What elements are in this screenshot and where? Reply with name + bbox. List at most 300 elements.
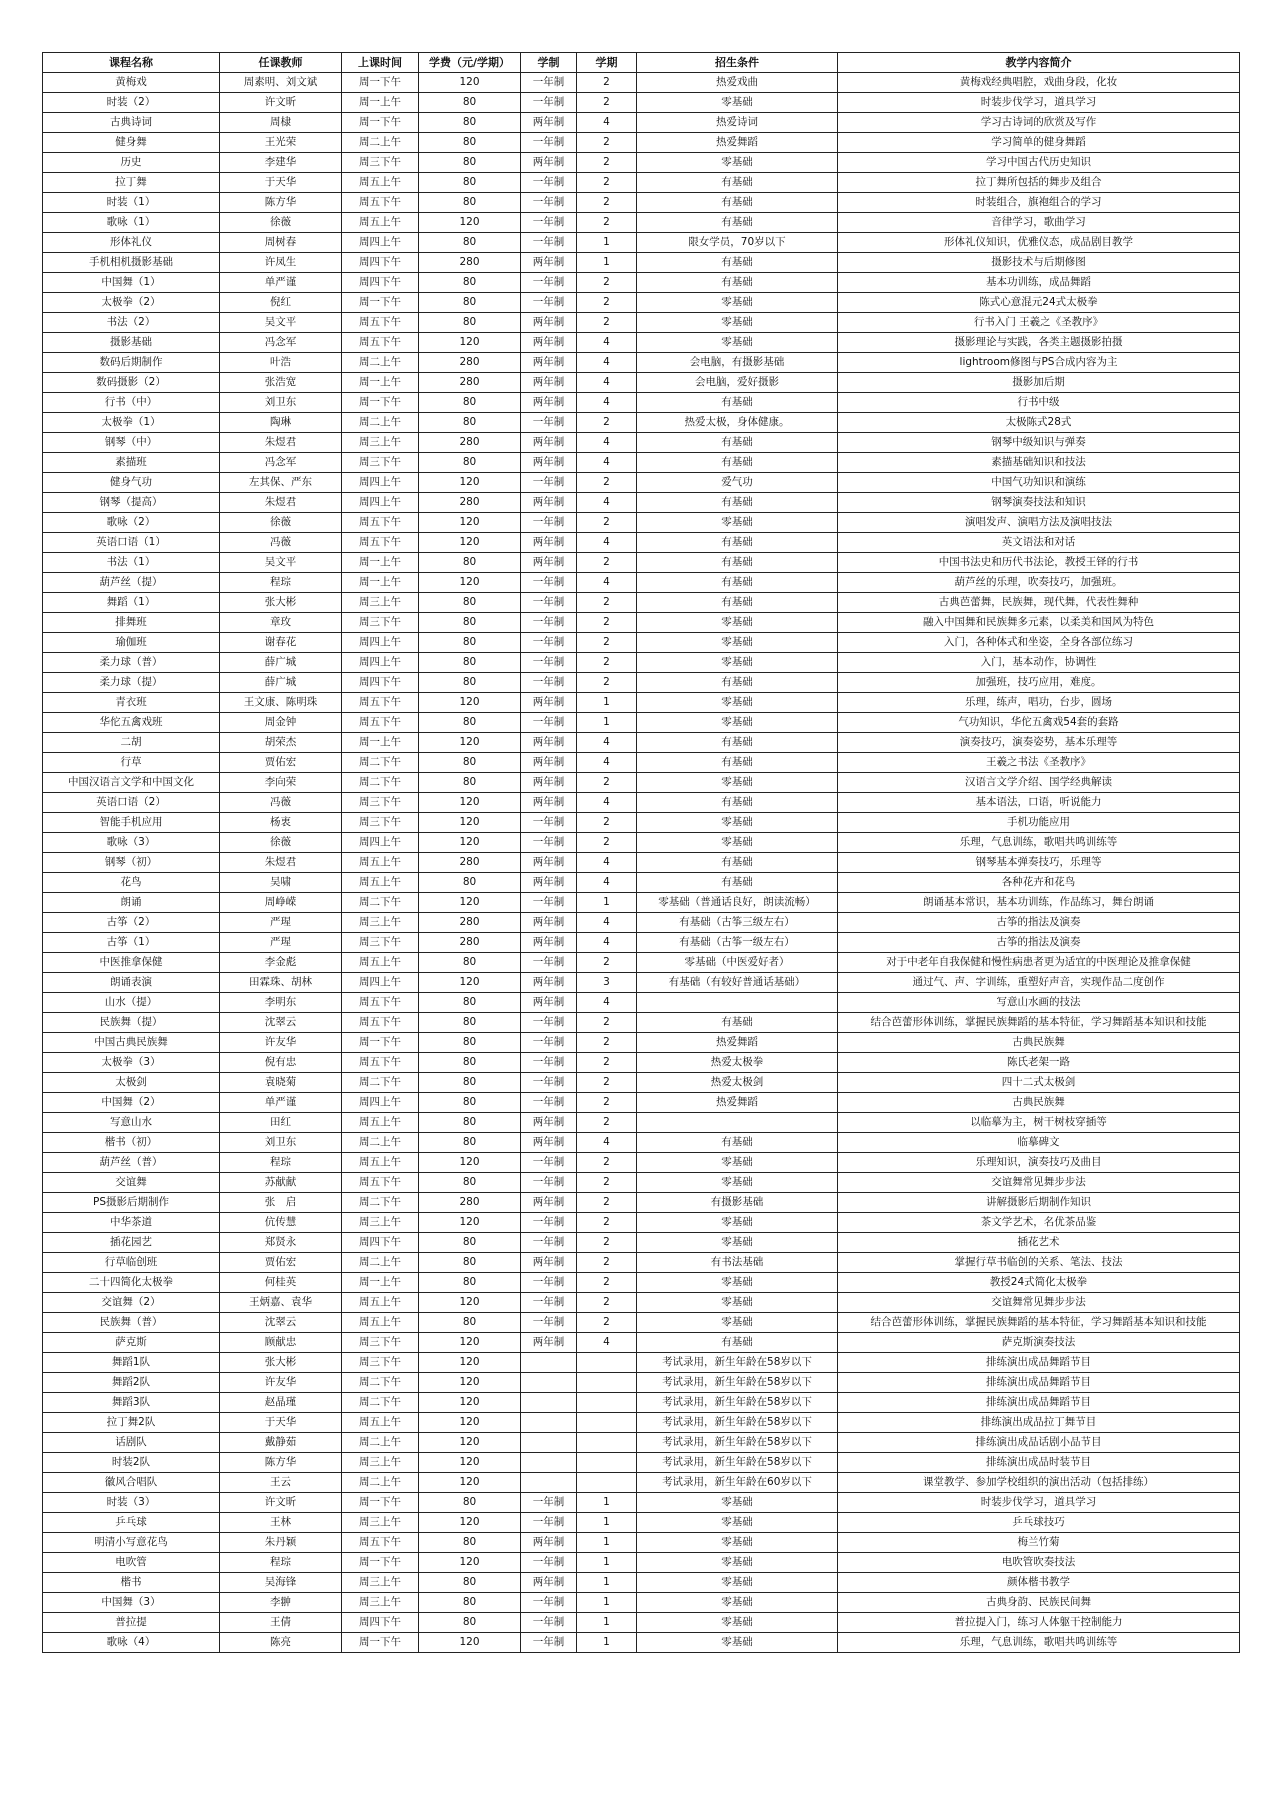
cell-tuition: 120 — [419, 1153, 521, 1173]
cell-semesters: 2 — [577, 293, 637, 313]
header-duration: 学制 — [521, 53, 577, 73]
cell-semesters: 2 — [577, 153, 637, 173]
cell-teacher: 王倩 — [220, 1613, 342, 1633]
cell-tuition: 280 — [419, 433, 521, 453]
table-row — [43, 1493, 1240, 1513]
table-row — [43, 613, 1240, 633]
cell-duration: 两年制 — [521, 853, 577, 873]
cell-teacher: 伉传慧 — [220, 1213, 342, 1233]
cell-requirements: 有基础 — [637, 193, 838, 213]
cell-description: 学习简单的健身舞蹈 — [838, 133, 1240, 153]
cell-description: 朗诵基本常识，基本功训练，作品练习，舞台朗诵 — [838, 893, 1240, 913]
cell-course-name: 歌咏（3） — [43, 833, 220, 853]
cell-tuition: 80 — [419, 1233, 521, 1253]
cell-teacher: 张大彬 — [220, 1353, 342, 1373]
cell-description: 行书入门 王羲之《圣教序》 — [838, 313, 1240, 333]
cell-requirements: 热爱诗词 — [637, 113, 838, 133]
cell-class-time: 周一下午 — [342, 293, 419, 313]
cell-duration: 两年制 — [521, 353, 577, 373]
cell-teacher: 徐薇 — [220, 213, 342, 233]
table-row — [43, 553, 1240, 573]
table-row — [43, 353, 1240, 373]
table-row — [43, 333, 1240, 353]
cell-semesters: 1 — [577, 1573, 637, 1593]
cell-requirements: 有基础 — [637, 793, 838, 813]
cell-tuition: 120 — [419, 473, 521, 493]
cell-duration: 一年制 — [521, 293, 577, 313]
cell-semesters: 2 — [577, 273, 637, 293]
cell-description: 学习古诗词的欣赏及写作 — [838, 113, 1240, 133]
cell-teacher: 吴海锋 — [220, 1573, 342, 1593]
cell-semesters: 2 — [577, 773, 637, 793]
table-row — [43, 1033, 1240, 1053]
cell-class-time: 周一下午 — [342, 73, 419, 93]
cell-requirements: 有基础 — [637, 533, 838, 553]
cell-semesters: 2 — [577, 613, 637, 633]
cell-class-time: 周五下午 — [342, 513, 419, 533]
cell-teacher: 张大彬 — [220, 593, 342, 613]
cell-course-name: 插花园艺 — [43, 1233, 220, 1253]
cell-class-time: 周三上午 — [342, 433, 419, 453]
cell-course-name: 朗诵 — [43, 893, 220, 913]
cell-requirements: 有基础 — [637, 873, 838, 893]
cell-description: 演奏技巧，演奏姿势，基本乐理等 — [838, 733, 1240, 753]
cell-requirements: 热爱太极剑 — [637, 1073, 838, 1093]
table-row — [43, 973, 1240, 993]
cell-course-name: 普拉提 — [43, 1613, 220, 1633]
cell-requirements: 限女学员，70岁以下 — [637, 233, 838, 253]
table-row — [43, 193, 1240, 213]
table-row — [43, 653, 1240, 673]
cell-duration: 两年制 — [521, 373, 577, 393]
cell-requirements: 有基础 — [637, 553, 838, 573]
cell-semesters — [577, 1413, 637, 1433]
cell-semesters: 4 — [577, 453, 637, 473]
cell-duration: 两年制 — [521, 933, 577, 953]
cell-class-time: 周五下午 — [342, 193, 419, 213]
cell-description: 乐理，气息训练，歌唱共鸣训练等 — [838, 833, 1240, 853]
cell-tuition: 80 — [419, 953, 521, 973]
cell-requirements: 爱气功 — [637, 473, 838, 493]
cell-course-name: 民族舞（提） — [43, 1013, 220, 1033]
cell-class-time: 周五上午 — [342, 953, 419, 973]
cell-class-time: 周二下午 — [342, 753, 419, 773]
cell-class-time: 周五上午 — [342, 853, 419, 873]
cell-course-name: 太极拳（2） — [43, 293, 220, 313]
cell-semesters: 2 — [577, 213, 637, 233]
cell-duration: 两年制 — [521, 873, 577, 893]
cell-requirements: 有摄影基础 — [637, 1193, 838, 1213]
cell-course-name: 中医推拿保健 — [43, 953, 220, 973]
cell-course-name: 中华茶道 — [43, 1213, 220, 1233]
cell-teacher: 严瑆 — [220, 913, 342, 933]
cell-semesters: 2 — [577, 953, 637, 973]
cell-semesters: 2 — [577, 593, 637, 613]
cell-tuition: 120 — [419, 513, 521, 533]
cell-class-time: 周五上午 — [342, 1153, 419, 1173]
cell-description: 黄梅戏经典唱腔，戏曲身段，化妆 — [838, 73, 1240, 93]
cell-teacher: 朱煜君 — [220, 853, 342, 873]
cell-class-time: 周二下午 — [342, 1193, 419, 1213]
cell-semesters: 1 — [577, 233, 637, 253]
cell-teacher: 田霖珠、胡林 — [220, 973, 342, 993]
cell-requirements: 零基础 — [637, 1533, 838, 1553]
cell-requirements: 零基础 — [637, 1633, 838, 1653]
cell-semesters: 4 — [577, 493, 637, 513]
cell-tuition: 120 — [419, 973, 521, 993]
cell-class-time: 周三下午 — [342, 1333, 419, 1353]
cell-description: 陈氏老架一路 — [838, 1053, 1240, 1073]
cell-semesters: 2 — [577, 1073, 637, 1093]
cell-description: 乒乓球技巧 — [838, 1513, 1240, 1533]
cell-description: 学习中国古代历史知识 — [838, 153, 1240, 173]
table-row — [43, 73, 1240, 93]
cell-requirements: 有基础 — [637, 213, 838, 233]
cell-teacher: 单严谨 — [220, 273, 342, 293]
cell-class-time: 周三上午 — [342, 1213, 419, 1233]
cell-tuition: 120 — [419, 1453, 521, 1473]
cell-teacher: 刘卫东 — [220, 1133, 342, 1153]
cell-teacher: 许凤生 — [220, 253, 342, 273]
table-row — [43, 153, 1240, 173]
cell-duration — [521, 1413, 577, 1433]
table-row — [43, 1133, 1240, 1153]
table-row — [43, 513, 1240, 533]
cell-teacher: 倪红 — [220, 293, 342, 313]
cell-class-time: 周四上午 — [342, 833, 419, 853]
cell-duration: 一年制 — [521, 193, 577, 213]
cell-description: 入门，各种体式和坐姿，全身各部位练习 — [838, 633, 1240, 653]
cell-description: 加强班，技巧应用，难度。 — [838, 673, 1240, 693]
cell-duration: 一年制 — [521, 653, 577, 673]
cell-tuition: 120 — [419, 893, 521, 913]
cell-course-name: 楷书（初） — [43, 1133, 220, 1153]
cell-description: 古筝的指法及演奏 — [838, 933, 1240, 953]
cell-semesters: 3 — [577, 973, 637, 993]
cell-description: 摄影加后期 — [838, 373, 1240, 393]
cell-duration: 两年制 — [521, 453, 577, 473]
cell-duration: 一年制 — [521, 953, 577, 973]
table-row — [43, 313, 1240, 333]
cell-course-name: 乒乓球 — [43, 1513, 220, 1533]
cell-class-time: 周五上午 — [342, 213, 419, 233]
table-row — [43, 993, 1240, 1013]
cell-course-name: 手机相机摄影基础 — [43, 253, 220, 273]
cell-description: 排练演出成品拉丁舞节目 — [838, 1413, 1240, 1433]
cell-class-time: 周四上午 — [342, 653, 419, 673]
cell-course-name: 柔力球（提） — [43, 673, 220, 693]
cell-tuition: 280 — [419, 853, 521, 873]
cell-tuition: 80 — [419, 453, 521, 473]
cell-semesters — [577, 1453, 637, 1473]
cell-requirements: 零基础 — [637, 293, 838, 313]
cell-duration: 一年制 — [521, 1233, 577, 1253]
table-row — [43, 893, 1240, 913]
cell-requirements: 零基础 — [637, 1233, 838, 1253]
cell-description: 乐理知识，演奏技巧及曲目 — [838, 1153, 1240, 1173]
cell-course-name: 楷书 — [43, 1573, 220, 1593]
table-row — [43, 1533, 1240, 1553]
cell-teacher: 薛广城 — [220, 673, 342, 693]
table-row — [43, 813, 1240, 833]
cell-requirements: 零基础 — [637, 1293, 838, 1313]
cell-requirements: 零基础 — [637, 1313, 838, 1333]
cell-semesters — [577, 1373, 637, 1393]
cell-class-time: 周四上午 — [342, 1093, 419, 1113]
cell-tuition: 120 — [419, 1633, 521, 1653]
cell-semesters: 4 — [577, 933, 637, 953]
cell-tuition: 80 — [419, 393, 521, 413]
header-class-time: 上课时间 — [342, 53, 419, 73]
cell-teacher: 吴文平 — [220, 313, 342, 333]
cell-tuition: 80 — [419, 1533, 521, 1553]
cell-description: 入门，基本动作，协调性 — [838, 653, 1240, 673]
cell-duration: 一年制 — [521, 1073, 577, 1093]
cell-teacher: 何桂英 — [220, 1273, 342, 1293]
table-row — [43, 693, 1240, 713]
cell-duration: 两年制 — [521, 533, 577, 553]
cell-tuition: 120 — [419, 1213, 521, 1233]
cell-course-name: 智能手机应用 — [43, 813, 220, 833]
cell-class-time: 周一下午 — [342, 393, 419, 413]
cell-duration: 一年制 — [521, 1013, 577, 1033]
cell-course-name: 中国汉语言文学和中国文化 — [43, 773, 220, 793]
cell-semesters: 4 — [577, 753, 637, 773]
table-row — [43, 1373, 1240, 1393]
cell-semesters: 2 — [577, 473, 637, 493]
cell-semesters: 4 — [577, 113, 637, 133]
cell-duration: 两年制 — [521, 253, 577, 273]
cell-course-name: 交谊舞（2） — [43, 1293, 220, 1313]
cell-semesters: 2 — [577, 93, 637, 113]
cell-description: 掌握行草书临创的关系、笔法、技法 — [838, 1253, 1240, 1273]
cell-class-time: 周五上午 — [342, 1293, 419, 1313]
cell-requirements: 有基础（古筝三级左右） — [637, 913, 838, 933]
cell-requirements: 有书法基础 — [637, 1253, 838, 1273]
cell-course-name: 古筝（1） — [43, 933, 220, 953]
cell-teacher: 薛广城 — [220, 653, 342, 673]
cell-description: 排练演出成品舞蹈节目 — [838, 1353, 1240, 1373]
cell-class-time: 周四上午 — [342, 473, 419, 493]
cell-teacher: 王炳嘉、袁华 — [220, 1293, 342, 1313]
cell-duration: 两年制 — [521, 773, 577, 793]
cell-requirements: 有基础 — [637, 573, 838, 593]
course-sheet — [42, 52, 1239, 1653]
cell-duration: 一年制 — [521, 513, 577, 533]
cell-teacher: 冯念军 — [220, 453, 342, 473]
cell-tuition: 80 — [419, 593, 521, 613]
cell-requirements: 有基础 — [637, 273, 838, 293]
cell-duration: 两年制 — [521, 1573, 577, 1593]
header-requirements: 招生条件 — [637, 53, 838, 73]
cell-tuition: 80 — [419, 773, 521, 793]
table-row — [43, 453, 1240, 473]
cell-semesters: 2 — [577, 1213, 637, 1233]
cell-tuition: 120 — [419, 813, 521, 833]
cell-class-time: 周五上午 — [342, 1413, 419, 1433]
cell-duration: 两年制 — [521, 993, 577, 1013]
cell-class-time: 周二上午 — [342, 133, 419, 153]
cell-course-name: 钢琴（提高） — [43, 493, 220, 513]
cell-duration: 一年制 — [521, 1273, 577, 1293]
cell-course-name: 英语口语（2） — [43, 793, 220, 813]
cell-tuition: 80 — [419, 633, 521, 653]
cell-duration: 一年制 — [521, 93, 577, 113]
cell-description: 乐理，气息训练，歌唱共鸣训练等 — [838, 1633, 1240, 1653]
cell-class-time: 周五下午 — [342, 713, 419, 733]
cell-teacher: 陶琳 — [220, 413, 342, 433]
cell-teacher: 王林 — [220, 1513, 342, 1533]
cell-duration: 一年制 — [521, 613, 577, 633]
cell-duration — [521, 1373, 577, 1393]
cell-description: 演唱发声、演唱方法及演唱技法 — [838, 513, 1240, 533]
cell-teacher: 冯薇 — [220, 793, 342, 813]
cell-semesters: 1 — [577, 713, 637, 733]
cell-duration: 一年制 — [521, 1513, 577, 1533]
cell-teacher: 倪有忠 — [220, 1053, 342, 1073]
cell-requirements: 考试录用，新生年龄在58岁以下 — [637, 1413, 838, 1433]
cell-semesters: 2 — [577, 1033, 637, 1053]
cell-requirements: 零基础 — [637, 1573, 838, 1593]
cell-requirements: 零基础 — [637, 1593, 838, 1613]
cell-description: 太极陈式28式 — [838, 413, 1240, 433]
cell-semesters: 4 — [577, 353, 637, 373]
table-row — [43, 1073, 1240, 1093]
cell-semesters: 2 — [577, 553, 637, 573]
table-row — [43, 673, 1240, 693]
cell-requirements: 有基础 — [637, 853, 838, 873]
cell-description: 基本语法，口语，听说能力 — [838, 793, 1240, 813]
cell-semesters: 4 — [577, 913, 637, 933]
table-row — [43, 913, 1240, 933]
cell-teacher: 顾献忠 — [220, 1333, 342, 1353]
cell-class-time: 周二下午 — [342, 1393, 419, 1413]
cell-semesters: 2 — [577, 193, 637, 213]
table-row — [43, 793, 1240, 813]
cell-semesters: 4 — [577, 793, 637, 813]
cell-tuition: 80 — [419, 1073, 521, 1093]
cell-course-name: 书法（1） — [43, 553, 220, 573]
cell-description: 时装组合，旗袍组合的学习 — [838, 193, 1240, 213]
cell-requirements: 考试录用，新生年龄在60岁以下 — [637, 1473, 838, 1493]
cell-duration: 一年制 — [521, 1033, 577, 1053]
cell-teacher: 冯念军 — [220, 333, 342, 353]
cell-requirements: 零基础 — [637, 153, 838, 173]
cell-requirements: 热爱舞蹈 — [637, 1033, 838, 1053]
cell-semesters: 4 — [577, 1333, 637, 1353]
cell-duration — [521, 1453, 577, 1473]
cell-semesters: 2 — [577, 673, 637, 693]
cell-teacher: 李金彪 — [220, 953, 342, 973]
table-row — [43, 853, 1240, 873]
cell-tuition: 80 — [419, 1093, 521, 1113]
cell-description: 课堂教学、参加学校组织的演出活动（包括排练） — [838, 1473, 1240, 1493]
cell-tuition: 80 — [419, 1013, 521, 1033]
table-row — [43, 1213, 1240, 1233]
table-row — [43, 1333, 1240, 1353]
cell-class-time: 周二下午 — [342, 773, 419, 793]
cell-course-name: 钢琴（初） — [43, 853, 220, 873]
cell-course-name: 民族舞（普） — [43, 1313, 220, 1333]
cell-class-time: 周三上午 — [342, 1513, 419, 1533]
cell-teacher: 郑贤永 — [220, 1233, 342, 1253]
cell-teacher: 李向荣 — [220, 773, 342, 793]
header-semesters: 学期 — [577, 53, 637, 73]
cell-course-name: 健身舞 — [43, 133, 220, 153]
cell-tuition: 80 — [419, 1573, 521, 1593]
cell-teacher: 田红 — [220, 1113, 342, 1133]
cell-description: 陈式心意混元24式太极拳 — [838, 293, 1240, 313]
cell-class-time: 周三下午 — [342, 813, 419, 833]
cell-semesters: 4 — [577, 873, 637, 893]
cell-class-time: 周三上午 — [342, 1453, 419, 1473]
cell-class-time: 周一上午 — [342, 553, 419, 573]
cell-requirements: 热爱太极，身体健康。 — [637, 413, 838, 433]
cell-class-time: 周四上午 — [342, 233, 419, 253]
cell-class-time: 周二上午 — [342, 353, 419, 373]
cell-requirements: 零基础 — [637, 653, 838, 673]
cell-tuition: 80 — [419, 293, 521, 313]
cell-tuition: 120 — [419, 693, 521, 713]
cell-semesters: 2 — [577, 413, 637, 433]
cell-semesters: 1 — [577, 1513, 637, 1533]
cell-semesters: 2 — [577, 173, 637, 193]
cell-duration: 一年制 — [521, 213, 577, 233]
cell-tuition: 80 — [419, 133, 521, 153]
cell-requirements: 会电脑，有摄影基础 — [637, 353, 838, 373]
cell-duration: 一年制 — [521, 233, 577, 253]
cell-class-time: 周四上午 — [342, 633, 419, 653]
cell-teacher: 于天华 — [220, 173, 342, 193]
cell-description: 普拉提入门，练习人体躯干控制能力 — [838, 1613, 1240, 1633]
cell-description: 葫芦丝的乐理，吹奏技巧，加强班。 — [838, 573, 1240, 593]
cell-semesters: 2 — [577, 1093, 637, 1113]
cell-teacher: 陈方华 — [220, 1453, 342, 1473]
cell-course-name: 形体礼仪 — [43, 233, 220, 253]
cell-tuition: 120 — [419, 1553, 521, 1573]
cell-duration: 一年制 — [521, 473, 577, 493]
table-row — [43, 253, 1240, 273]
cell-description: lightroom修图与PS合成内容为主 — [838, 353, 1240, 373]
table-row — [43, 173, 1240, 193]
cell-course-name: 时装2队 — [43, 1453, 220, 1473]
table-row — [43, 713, 1240, 733]
cell-tuition: 80 — [419, 1613, 521, 1633]
cell-course-name: 行草 — [43, 753, 220, 773]
cell-teacher: 贾佑宏 — [220, 753, 342, 773]
cell-duration: 两年制 — [521, 433, 577, 453]
cell-description: 融入中国舞和民族舞多元素，以柔美和国风为特色 — [838, 613, 1240, 633]
table-row — [43, 1473, 1240, 1493]
cell-course-name: 萨克斯 — [43, 1333, 220, 1353]
table-row — [43, 393, 1240, 413]
cell-duration: 两年制 — [521, 313, 577, 333]
table-row — [43, 1593, 1240, 1613]
cell-duration: 一年制 — [521, 673, 577, 693]
cell-tuition: 80 — [419, 233, 521, 253]
cell-class-time: 周五下午 — [342, 333, 419, 353]
cell-requirements: 零基础 — [637, 633, 838, 653]
cell-tuition: 80 — [419, 613, 521, 633]
cell-course-name: 歌咏（1） — [43, 213, 220, 233]
cell-requirements: 零基础 — [637, 93, 838, 113]
cell-class-time: 周一上午 — [342, 93, 419, 113]
cell-course-name: 太极剑 — [43, 1073, 220, 1093]
cell-tuition: 280 — [419, 933, 521, 953]
cell-semesters — [577, 1393, 637, 1413]
cell-semesters: 2 — [577, 633, 637, 653]
cell-tuition: 280 — [419, 1193, 521, 1213]
